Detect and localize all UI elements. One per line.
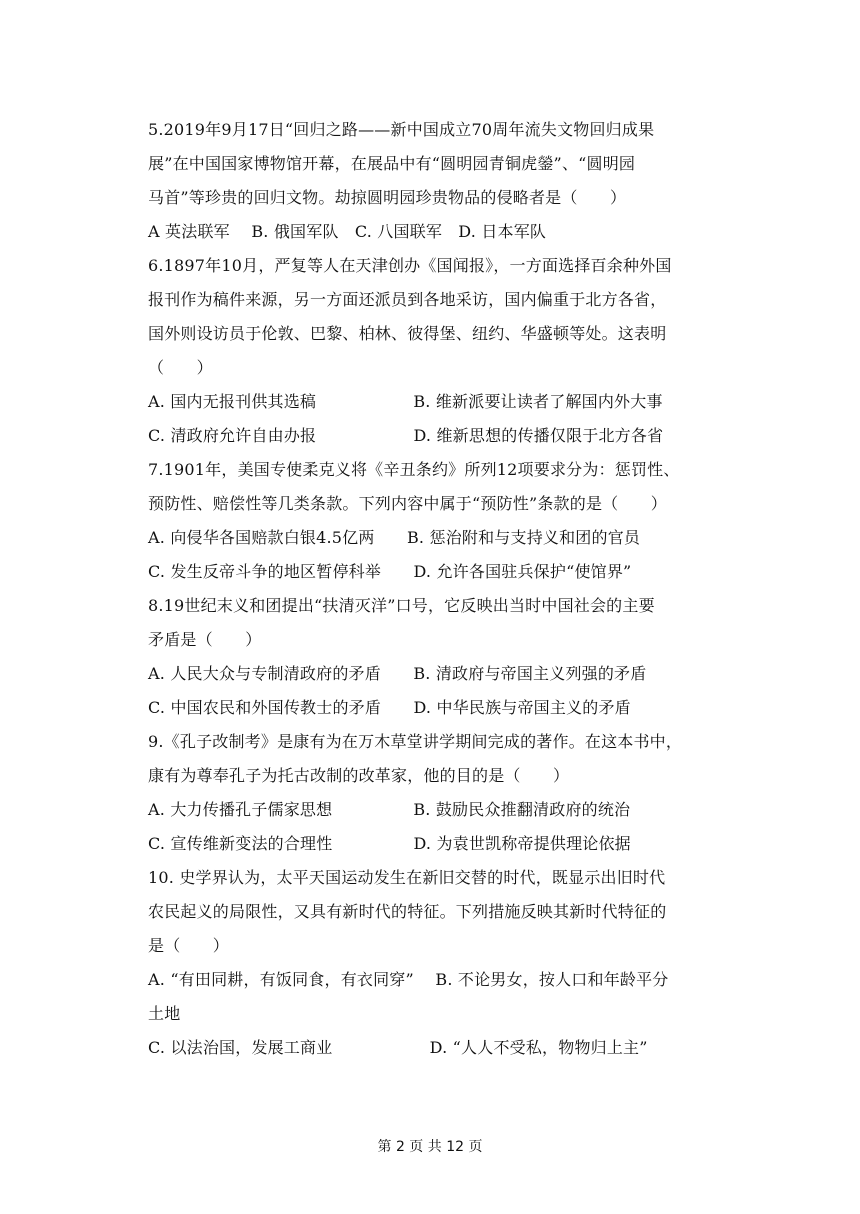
question-stem-line: 展”在中国国家博物馆开幕，在展品中有“圆明园青铜虎鎣”、“圆明园	[148, 154, 636, 173]
answer-options: A. “有田同耕，有饭同食，有衣同穿” B. 不论男女，按人口和年龄平分	[148, 970, 669, 989]
page-number: 第 2 页 共 12 页	[377, 1139, 483, 1155]
answer-options: A. 国内无报刊供其选稿 B. 维新派要让读者了解国内外大事	[148, 392, 663, 411]
answer-options: A. 人民大众与专制清政府的矛盾 B. 清政府与帝国主义列强的矛盾	[148, 664, 647, 683]
question-stem-line: 是（ ）	[148, 936, 230, 955]
question-stem-line: 6.1897年10月，严复等人在天津创办《国闻报》，一方面选择百余种外国	[148, 256, 672, 275]
question-stem-line: 农民起义的局限性，又具有新时代的特征。下列措施反映其新时代特征的	[148, 902, 667, 921]
question-stem-line: 8.19世纪末义和团提出“扶清灭洋”口号，它反映出当时中国社会的主要	[148, 596, 655, 615]
question-stem-line: 康有为尊奉孔子为托古改制的改革家，他的目的是（ ）	[148, 766, 570, 785]
question-stem-line: 预防性、赔偿性等几类条款。下列内容中属于“预防性”条款的是（ ）	[148, 494, 667, 513]
answer-options: 土地	[148, 1004, 181, 1023]
question-stem-line: 报刊作为稿件来源，另一方面还派员到各地采访，国内偏重于北方各省，	[148, 290, 667, 309]
answer-options: A 英法联军 B. 俄国军队 C. 八国联军 D. 日本军队	[148, 222, 547, 241]
answer-options: C. 发生反帝斗争的地区暂停科举 D. 允许各国驻兵保护“使馆界”	[148, 562, 632, 581]
question-stem-line: （ ）	[148, 358, 213, 377]
answer-options: C. 以法治国，发展工商业 D. “人人不受私，物物归上主”	[148, 1038, 648, 1057]
answer-options: C. 清政府允许自由办报 D. 维新思想的传播仅限于北方各省	[148, 426, 664, 445]
answer-options: A. 大力传播孔子儒家思想 B. 鼓励民众推翻清政府的统治	[148, 800, 631, 819]
answer-options: C. 宣传维新变法的合理性 D. 为袁世凯称帝提供理论依据	[148, 834, 631, 853]
question-stem-line: 5.2019年9月17日“回归之路——新中国成立70周年流失文物回归成果	[148, 120, 655, 139]
question-stem-line: 矛盾是（ ）	[148, 630, 262, 649]
question-stem-line: 国外则设访员于伦敦、巴黎、柏林、彼得堡、纽约、华盛顿等处。这表明	[148, 324, 667, 343]
answer-options: A. 向侵华各国赔款白银4.5亿两 B. 惩治附和与支持义和团的官员	[148, 528, 641, 547]
question-stem-line: 马首”等珍贵的回归文物。劫掠圆明园珍贵物品的侵略者是（ ）	[148, 188, 627, 207]
question-stem-line: 10. 史学界认为，太平天国运动发生在新旧交替的时代，既显示出旧时代	[148, 868, 666, 887]
question-stem-line: 7.1901年，美国专使柔克义将《辛丑条约》所列12项要求分为：惩罚性、	[148, 460, 680, 479]
question-stem-line: 9.《孔子改制考》是康有为在万木草堂讲学期间完成的著作。在这本书中，	[148, 732, 683, 751]
answer-options: C. 中国农民和外国传教士的矛盾 D. 中华民族与帝国主义的矛盾	[148, 698, 631, 717]
